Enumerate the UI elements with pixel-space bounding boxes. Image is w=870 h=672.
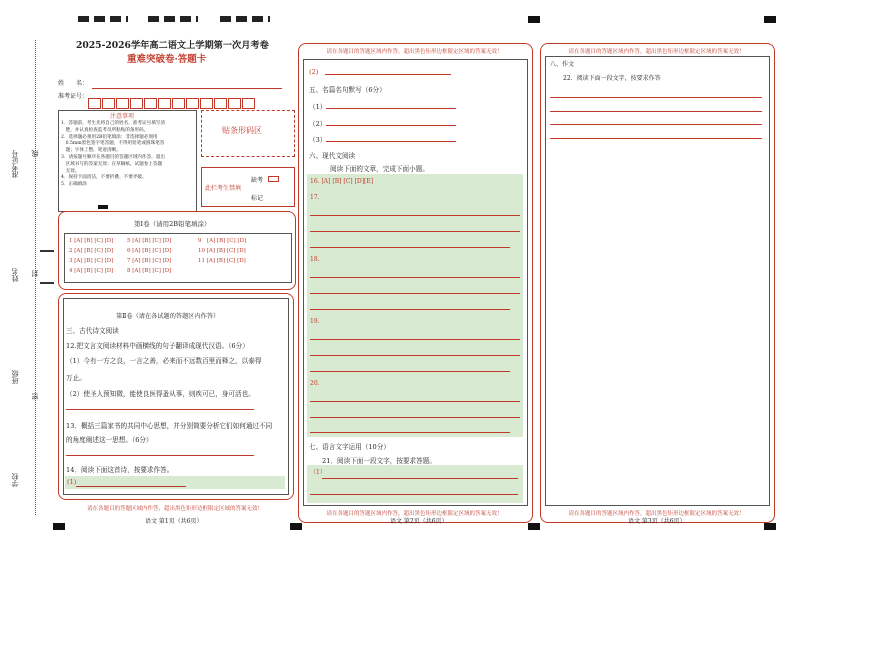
corner-mark-bottom-left [53, 523, 65, 530]
absent-note: 此栏考生禁填 [205, 185, 242, 192]
q22-text: 22．阅读下面一段文字，按要求作答 [563, 75, 661, 82]
item-2-line[interactable] [325, 74, 451, 75]
side-label-school: 学校 [11, 473, 19, 487]
blank-2-label: （2） [309, 120, 327, 128]
q18-line-2[interactable] [310, 293, 520, 294]
q14-text: 14．阅读下面这首诗，按要求作答。 [66, 466, 174, 474]
side-label-line: 线 [31, 150, 39, 157]
absent-mark: 标记 [251, 195, 264, 202]
part1-title: 第Ⅰ卷（请用2B铅笔填涂） [134, 220, 211, 228]
exam-title: 2025-2026学年高二语文上学期第一次月考卷 [76, 40, 269, 51]
name-label: 姓 名： [58, 80, 89, 87]
corner-mark-top-middle [528, 16, 540, 23]
q14-answer-area[interactable] [65, 476, 285, 489]
mc-col-1[interactable]: 1 [A] [B] [C] [D] 2 [A] [B] [C] [D] 3 [A] [B] [C] [D] 4 [A] [B] [C] [D] [69, 238, 114, 274]
fill-example-mark [98, 205, 108, 209]
section3-heading: 三、古代诗文阅读 [66, 327, 119, 335]
q19-line-3[interactable] [310, 371, 510, 372]
corner-mark-bottom-mid1 [290, 523, 302, 530]
q17-line-1[interactable] [310, 215, 520, 216]
item-2-label: (2) [309, 68, 319, 76]
q12-1-cont: 万止。 [66, 374, 86, 382]
q21-line-1[interactable] [322, 478, 518, 479]
absent-checkbox[interactable] [268, 176, 279, 182]
top-timing-mark-1 [78, 16, 128, 22]
q13-text-cont: 的角度阐述这一思想。（6分） [66, 436, 153, 444]
q21-line-2[interactable] [310, 494, 518, 495]
side-label-secret: 密 [31, 393, 39, 400]
side-label-seal: 封 [31, 270, 39, 277]
q14-1-line[interactable] [76, 486, 186, 487]
corner-mark-bottom-mid2 [528, 523, 540, 530]
side-label-class: 班级 [11, 370, 19, 384]
page-footer-3: 语文 第3页（共6页） [628, 518, 686, 525]
page-footer-1: 语文 第1页（共6页） [145, 518, 203, 525]
top-timing-mark-2 [148, 16, 198, 22]
essay-line-1[interactable] [550, 97, 762, 98]
essay-line-2[interactable] [550, 111, 762, 112]
absent-label: 缺考 [251, 177, 264, 184]
warning-top-col3: 请在各题目的答题区域内作答，超出黑色矩形边框限定区域的答案无效！ [568, 49, 745, 55]
side-label-id: 准考证号 [11, 150, 19, 178]
q17-label: 17. [310, 194, 320, 201]
blank-3-line[interactable] [326, 141, 456, 142]
warning-bottom-col3: 请在各题目的答题区域内作答，超出黑色矩形边框限定区域的答案无效！ [568, 511, 745, 517]
q13-text: 13．概括三篇家书的共同中心思想，并分别简要分析它们如何通过不同 [66, 422, 273, 430]
q17-line-2[interactable] [310, 231, 520, 232]
q18-line-3[interactable] [310, 309, 510, 310]
blank-1-line[interactable] [326, 108, 456, 109]
warning-bottom-col2: 请在各题目的答题区域内作答，超出黑色矩形边框限定区域的答案无效！ [326, 511, 503, 517]
q21-1-label: （1） [310, 469, 326, 476]
essay-line-3[interactable] [550, 124, 762, 125]
blank-2-line[interactable] [326, 125, 456, 126]
section8-heading: 八、作文 [550, 61, 575, 68]
top-timing-mark-3 [220, 16, 270, 22]
name-field-line[interactable] [92, 88, 282, 89]
blank-3-label: （3） [309, 136, 327, 144]
q13-answer-line[interactable] [66, 455, 254, 456]
section5-heading: 五、名篇名句默写（6分） [309, 86, 386, 94]
q19-label: 19. [310, 318, 320, 325]
section7-heading: 七、语言文字运用（10分） [309, 443, 390, 451]
q12-text: 12.把文言文阅读材料中画横线的句子翻译成现代汉语。（6分） [66, 342, 249, 350]
q16-bubbles[interactable]: 16. [A] [B] [C] [D][E] [310, 178, 374, 185]
blank-1-label: （1） [309, 103, 327, 111]
q21-text: 21．阅读下面一段文字，按要求答题。 [322, 457, 436, 465]
q17-line-3[interactable] [310, 247, 510, 248]
q12-1-text: （1）今有一方之良，一言之善，必来而不远数百里而释之，以泰得 [66, 357, 262, 365]
corner-mark-bottom-right [764, 523, 776, 530]
q21-answer-area[interactable] [307, 465, 523, 503]
warning-top-col2: 请在各题目的答题区域内作答，超出黑色矩形边框限定区域的答案无效！ [326, 49, 503, 55]
binding-dotted-line [35, 40, 36, 515]
q20-label: 20. [310, 380, 320, 387]
q14-1-label: (1) [67, 478, 77, 486]
section6-instruction: 阅读下面的文章，完成下面小题。 [330, 165, 429, 173]
q19-line-1[interactable] [310, 339, 520, 340]
mc-col-3[interactable]: 9 [A] [B] [C] [D] 10 [A] [B] [C] [D] 11 [A] [B] [C] [D] [198, 238, 247, 264]
page-footer-2: 语文 第2页（共6页） [390, 518, 448, 525]
reading-answer-area[interactable] [307, 174, 523, 437]
barcode-label: 贴条形码区 [222, 126, 262, 135]
q18-label: 18. [310, 256, 320, 263]
exam-subtitle: 重难突破卷·答题卡 [127, 54, 207, 65]
section6-heading: 六、现代文阅读 [309, 152, 356, 160]
side-dash-1 [40, 250, 54, 252]
notes-list: 1．答题前，考生先将自己的姓名，准考证号填写清 楚，并认真检查监考员所粘贴的条形码。 2．选择题必须用2B铅笔填涂；非选择题必须用 0.5mm黑色签字笔答题，不得用铅笔或圆珠笔答 题；字体工整、笔迹清晰。 3．请按题号顺序在各题目的答题区域内作答，超出 区域书写的答案无效；在草稿纸、试题卷上答题 无效。 4．保持卡面清洁，不要折叠、不要弄破。 5．正确填涂 [61, 121, 165, 188]
q18-line-1[interactable] [310, 277, 520, 278]
side-dash-2 [40, 282, 54, 284]
part2-title: 第Ⅱ卷（请在各试题的答题区内作答） [116, 313, 220, 320]
essay-line-4[interactable] [550, 138, 762, 139]
q20-line-1[interactable] [310, 401, 520, 402]
warning-bottom-col1: 请在各题目的答题区域内作答，超出黑色矩形边框限定区域的答案无效！ [86, 506, 263, 512]
id-label: 准考证号： [58, 93, 89, 100]
q12-2-text: （2）使圣人预知微，能使良医得蚤从事，则疾可已，身可活也。 [66, 390, 255, 398]
mc-col-2[interactable]: 5 [A] [B] [C] [D] 6 [A] [B] [C] [D] 7 [A] [B] [C] [D] 8 [A] [B] [C] [D] [127, 238, 172, 274]
corner-mark-top-right [764, 16, 776, 23]
q12-answer-line[interactable] [66, 409, 254, 410]
q19-line-2[interactable] [310, 355, 520, 356]
q20-line-3[interactable] [310, 432, 510, 433]
q20-line-2[interactable] [310, 417, 520, 418]
notes-title: 注意事项 [110, 113, 135, 120]
side-label-name: 姓名 [11, 268, 19, 282]
